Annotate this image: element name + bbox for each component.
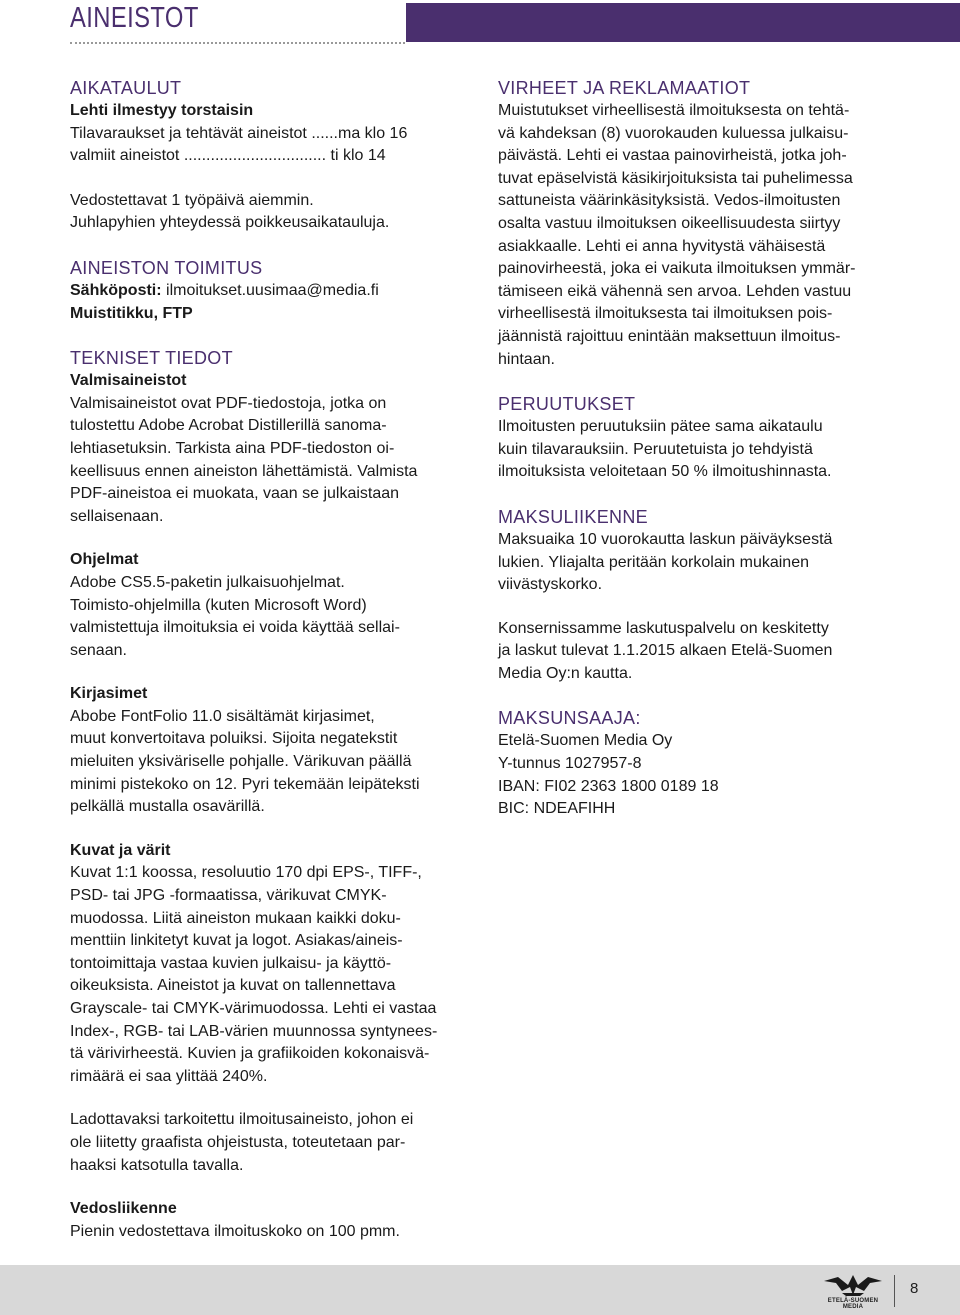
laskutus-text: Konsernissamme laskutuspalvelu on keskitetty ja laskut tulevat 1.1.2015 alkaen Etelä-Suomen Media Oy:n kautta.	[498, 619, 833, 682]
ladottava-text: Ladottavaksi tarkoitettu ilmoitusaineisto, johon ei ole liitetty graafista ohjeistusta, toteutetaan par- haaksi katsotulla tavalla.	[70, 1111, 414, 1174]
ohjelmat-text: Adobe CS5.5-paketin julkaisuohjelmat. Toimisto-ohjelmilla (kuten Microsoft Word) valmistettuja ilmoituksia ei voida käyttää sellai- senaan.	[70, 573, 400, 659]
left-column	[70, 76, 470, 1243]
kuvat-title: Kuvat ja värit	[70, 841, 171, 859]
peruutukset-text: Ilmoitusten peruutuksiin pätee sama aikataulu kuin tilavarauksiin. Peruutetuista jo tehdyistä ilmoituksista veloitetaan 50 % ilmoitushinnasta.	[498, 418, 832, 481]
valmisaineistot-text: Valmisaineistot ovat PDF-tiedostoja, jotka on tulostettu Adobe Acrobat Distillerillä sanoma- lehtiasetuksin. Tarkista aina PDF-tiedoston oi- keellisuus ennen aineiston lähettämistä. Valmista PDF-aineistoa ei muokata, vaan se julkaistaan sellaisenaan.	[70, 394, 418, 525]
email-line	[70, 280, 470, 303]
title-dotted-rule	[70, 42, 405, 44]
heading-maksunsaaja: MAKSUNSAAJA:	[498, 708, 641, 729]
kirjasimet-title: Kirjasimet	[70, 685, 148, 703]
logo-text: ETELÄ-SUOMEN MEDIA	[827, 1298, 879, 1310]
company-logo	[820, 1271, 886, 1309]
schedule-notes: Vedostettavat 1 työpäivä aiemmin. Juhlapyhien yhteydessä poikkeusaikatauluja.	[70, 191, 390, 232]
kirjasimet-text: Abobe FontFolio 11.0 sisältämät kirjasimet, muut konvertoitava poluiksi. Sijoita negatekstit mieluiten yksiväriselle pohjalle. Värikuvan päällä minimi pistekoko on 12. Pyri tekemään leipäteksti pelkällä mustalla osavärillä.	[70, 707, 420, 816]
right-column	[498, 76, 898, 821]
heading-maksuliikenne: MAKSULIIKENNE	[498, 506, 648, 527]
page-number: 8	[910, 1280, 919, 1297]
heading-peruutukset: PERUUTUKSET	[498, 394, 636, 415]
maksuliikenne-text: Maksuaika 10 vuorokautta laskun päiväyksestä lukien. Yliajalta peritään korkolain mukainen viivästyskorko.	[498, 530, 833, 594]
heading-aikataulut: AIKATAULUT	[70, 78, 182, 98]
page-title: AINEISTOT	[70, 2, 199, 34]
page-footer	[0, 1265, 960, 1315]
header-color-bar	[406, 3, 960, 42]
maksunsaaja-text: Etelä-Suomen Media Oy Y-tunnus 1027957-8 IBAN: FI02 2363 1800 0189 18 BIC: NDEAFIHH	[498, 732, 719, 818]
deadline-line-1: Tilavaraukset ja tehtävät aineistot ......ma klo 16	[70, 124, 408, 142]
heading-virheet: VIRHEET JA REKLAMAATIOT	[498, 78, 751, 98]
ftp-line: Muistitikku, FTP	[70, 304, 193, 322]
kuvat-text: Kuvat 1:1 koossa, resoluutio 170 dpi EPS-, TIFF-, PSD- tai JPG -formaatissa, värikuvat CMYK- muodossa. Liitä aineiston mukaan kaikki doku- menttiin linkitetyt kuvat ja logot. Asiakas/aineis- tontoimittaja vastaa kuvien julkaisu- ja käyttö- oikeuksista. Aineistot ja kuvat on tallennettava Grayscale- tai CMYK-värimuodossa. Lehti ei vastaa Index-, RGB- tai LAB-värien muunnossa syntynees- tä värivirheestä. Kuvien ja grafiikoiden kokonaisvä- rimäärä ei saa ylittää 240%.	[70, 864, 438, 1085]
valmisaineistot-title: Valmisaineistot	[70, 372, 187, 390]
vedosliikenne-title: Vedosliikenne	[70, 1200, 177, 1218]
heading-toimitus: AINEISTON TOIMITUS	[70, 257, 263, 278]
heading-tekniset: TEKNISET TIEDOT	[70, 348, 233, 369]
email-label: Sähköposti:	[70, 281, 162, 299]
page-header	[0, 0, 960, 46]
footer-divider	[894, 1275, 895, 1307]
ohjelmat-title: Ohjelmat	[70, 551, 139, 569]
publishing-day: Lehti ilmestyy torstaisin	[70, 102, 254, 119]
vedosliikenne-text: Pienin vedostettava ilmoituskoko on 100 pmm.	[70, 1222, 400, 1240]
bird-logo-icon	[820, 1271, 886, 1299]
deadline-line-2: valmiit aineistot ................................ ti klo 14	[70, 147, 386, 165]
email-address[interactable]: ilmoitukset.uusimaa@media.fi	[161, 281, 379, 299]
virheet-text: Muistutukset virheellisestä ilmoituksesta on tehtä- vä kahdeksan (8) vuorokauden kuluessa julkaisu- päivästä. Lehti ei vastaa painovirheistä, jotka joh- tuvat epäselvistä käsikirjoituksista tai puhelimessa sattuneista väärinkäsityksistä. Vedos-ilmoitusten osalta vastuu ilmoituksen oikeellisuudesta siirtyy asiakkaalle. Lehti ei anna hyvitystä vähäisestä painovirheestä, joka ei vaikuta ilmoituksen ymmär- tämiseen eikä vähennä sen arvoa. Lehden vastuu virheellisestä ilmoituksesta tai ilmoituksen pois- jäännistä rajoittuu enintään maksettuun ilmoitus- hintaan.	[498, 102, 856, 368]
